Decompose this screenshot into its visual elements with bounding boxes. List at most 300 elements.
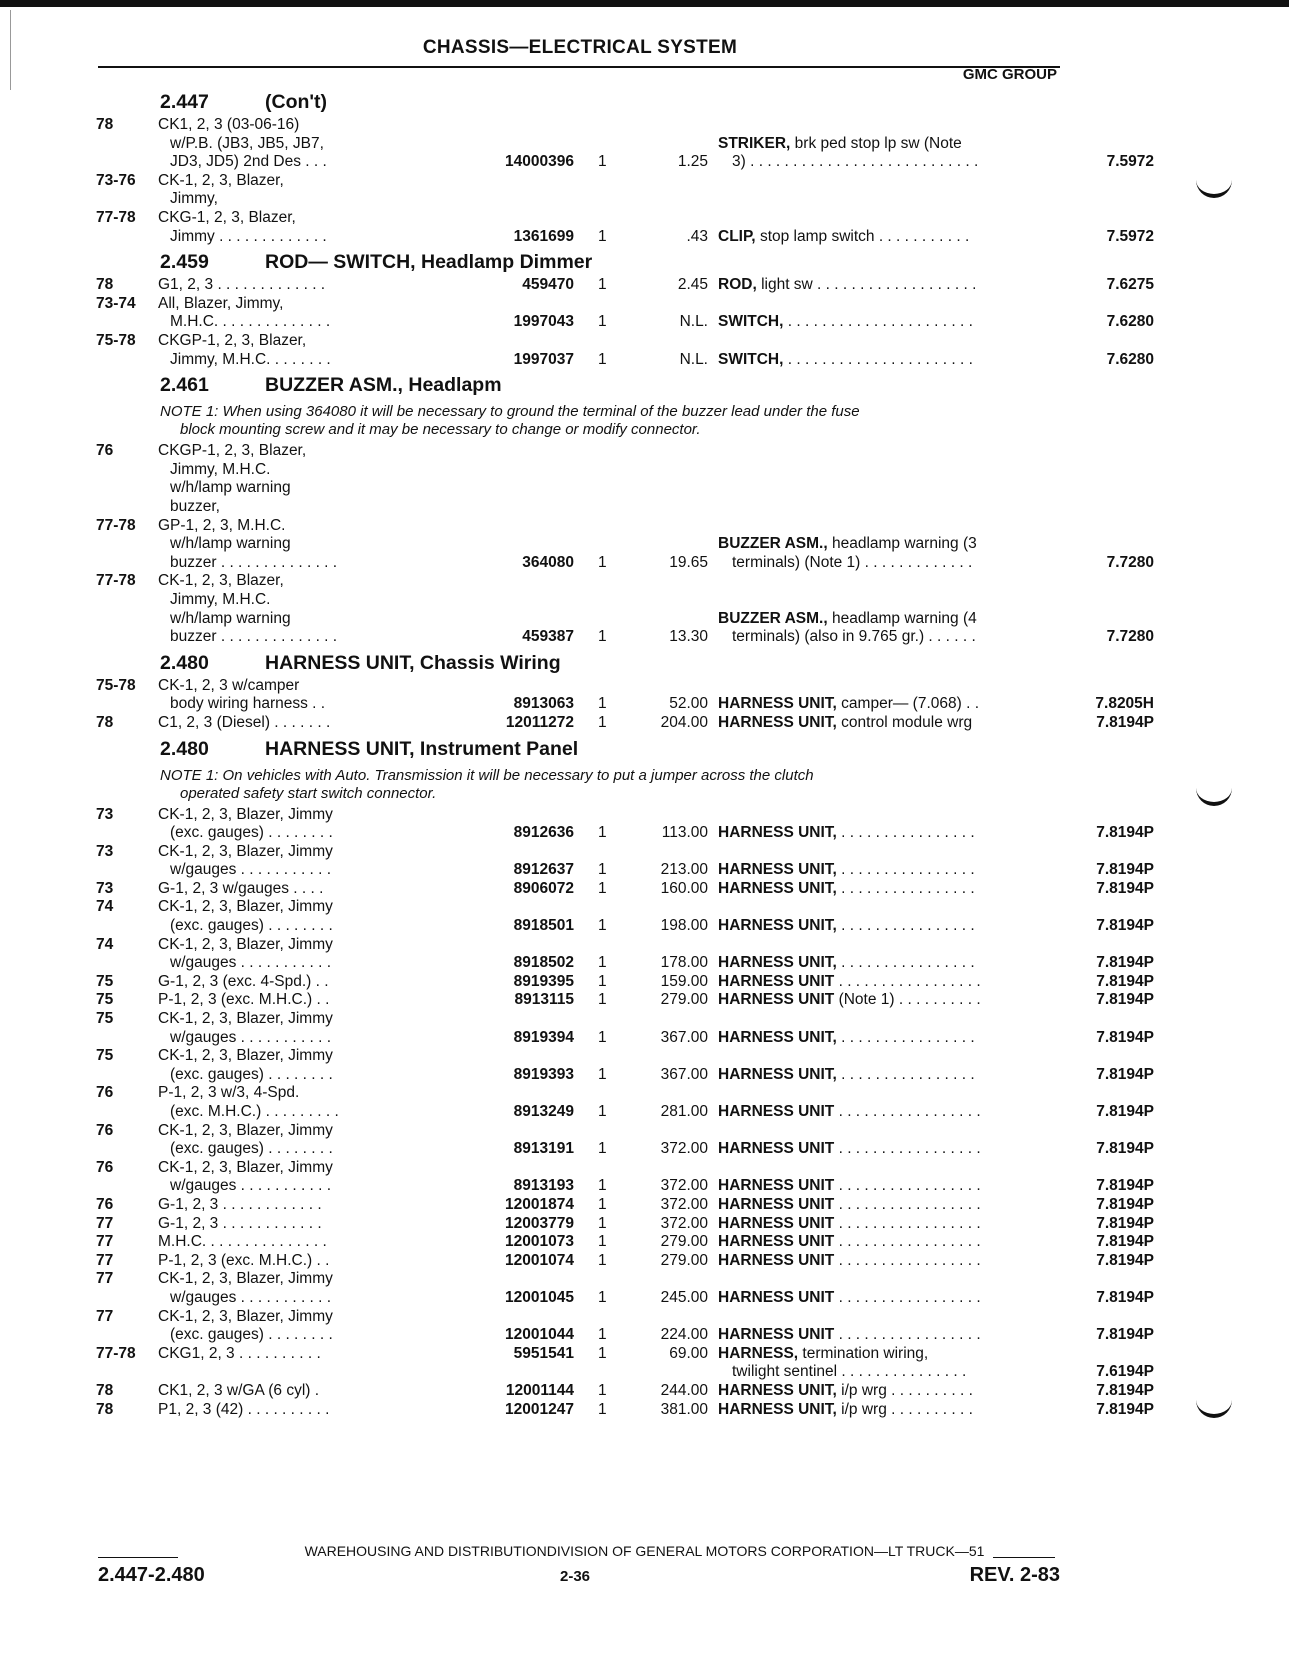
part-description xyxy=(718,1345,1048,1382)
application-line: w/gauges . . . . . . . . . . . xyxy=(170,861,332,879)
application-line: G-1, 2, 3 w/gauges . . . . xyxy=(158,879,324,897)
part-number: 1361699 xyxy=(513,227,574,245)
model-years: 78 xyxy=(96,1381,114,1399)
description-text: . . . . . . . . . . . . . . . . . xyxy=(838,1177,981,1195)
part-row xyxy=(96,1084,1154,1121)
quantity: 1 xyxy=(598,1400,607,1418)
part-description xyxy=(718,1140,1048,1159)
part-row xyxy=(96,294,1154,332)
price: 204.00 xyxy=(660,713,708,731)
description-line xyxy=(718,880,1048,899)
group-number: 7.8194P xyxy=(1096,972,1154,990)
part-number: 8913115 xyxy=(514,991,574,1009)
description-text: headlamp warning (3 xyxy=(831,535,977,553)
application-line: Jimmy, M.H.C. . . . . . . . xyxy=(170,350,331,368)
model-years: 75 xyxy=(96,991,114,1009)
application-line: M.H.C. . . . . . . . . . . . . . . xyxy=(158,1233,327,1251)
description-name: HARNESS UNIT, xyxy=(718,1381,837,1399)
description-line xyxy=(718,1029,1048,1048)
group-number: 7.7280 xyxy=(1106,553,1154,571)
group-number: 7.8194P xyxy=(1096,1140,1154,1158)
application-line: P-1, 2, 3 (exc. M.H.C.) . . xyxy=(158,991,330,1009)
section-number: 2.461 xyxy=(160,374,209,397)
description-name: HARNESS UNIT, xyxy=(718,954,837,972)
description-name: CLIP, xyxy=(718,227,756,245)
application-line: JD3, JD5) 2nd Des . . . xyxy=(170,153,327,171)
description-name: STRIKER, xyxy=(718,134,791,152)
section-number: 2.480 xyxy=(160,651,209,674)
description-line xyxy=(718,861,1048,880)
description-name: BUZZER ASM., xyxy=(718,609,828,627)
application-line: w/gauges . . . . . . . . . . . xyxy=(170,1288,332,1306)
price: N.L. xyxy=(679,350,708,368)
description-text: . . . . . . . . . . . . . . . . xyxy=(841,917,975,935)
description-line xyxy=(718,714,1048,733)
price: 279.00 xyxy=(660,991,708,1009)
price: 159.00 xyxy=(660,972,708,990)
model-years: 77 xyxy=(96,1251,114,1269)
application-line: Jimmy, M.H.C. xyxy=(170,460,271,478)
description-text: . . . . . . . . . . . . . . . . . xyxy=(838,1140,981,1158)
part-number: 8913063 xyxy=(513,695,574,713)
description-line: terminals) (also in 9.765 gr.) . . . . . . xyxy=(732,628,976,646)
part-number: 8919393 xyxy=(513,1065,574,1083)
description-name: SWITCH, xyxy=(718,313,784,331)
parts-catalog-listing xyxy=(96,88,1154,1421)
model-years: 73 xyxy=(96,879,114,897)
part-row xyxy=(96,1400,1154,1420)
group-number: 7.6280 xyxy=(1106,350,1154,368)
part-row xyxy=(96,1381,1154,1401)
description-text: . . . . . . . . . . . . . . . . . xyxy=(838,972,981,990)
description-line xyxy=(718,535,1048,554)
quantity: 1 xyxy=(598,628,607,646)
model-years: 73 xyxy=(96,805,114,823)
description-name: HARNESS UNIT xyxy=(718,1195,835,1213)
model-years: 76 xyxy=(96,442,114,460)
part-number: 12001874 xyxy=(505,1195,574,1213)
application-line: body wiring harness . . xyxy=(170,695,326,713)
model-years: 78 xyxy=(96,276,114,294)
section-spacer xyxy=(96,1419,1066,1421)
part-row xyxy=(96,276,1154,295)
catalog-section xyxy=(96,88,1154,248)
part-row xyxy=(96,898,1154,935)
footer-page-number: 2-36 xyxy=(559,1568,591,1585)
top-border xyxy=(0,0,1289,7)
application-line: w/h/lamp warning xyxy=(170,609,291,627)
note-line: block mounting screw and it may be necessary to change or modify connector. xyxy=(180,421,701,439)
price: 245.00 xyxy=(660,1288,708,1306)
description-name: HARNESS UNIT xyxy=(718,1214,835,1232)
section-title: HARNESS UNIT, Instrument Panel xyxy=(265,737,579,760)
section-note xyxy=(160,403,1066,439)
section-heading xyxy=(160,735,1066,763)
quantity: 1 xyxy=(598,1140,607,1158)
group-number: 7.6280 xyxy=(1106,313,1154,331)
description-text: . . . . . . . . . . . . . . . . . xyxy=(838,1326,981,1344)
description-text: . . . . . . . . . . . . . . . . xyxy=(841,861,975,879)
section-title: ROD— SWITCH, Headlamp Dimmer xyxy=(265,251,593,274)
application-line: w/gauges . . . . . . . . . . . xyxy=(170,1177,332,1195)
application-line: CK-1, 2, 3, Blazer, Jimmy xyxy=(158,1010,333,1028)
quantity: 1 xyxy=(598,1381,607,1399)
application-line: (exc. gauges) . . . . . . . . xyxy=(170,1326,333,1344)
note-line: NOTE 1: When using 364080 it will be necessary to ground the terminal of the buzzer lead under the fuse xyxy=(160,403,860,421)
part-description xyxy=(718,135,1048,172)
description-name: HARNESS UNIT, xyxy=(718,861,837,879)
price: 198.00 xyxy=(660,917,708,935)
group-number: 7.8194P xyxy=(1096,1214,1154,1232)
part-number: 12003779 xyxy=(505,1214,574,1232)
part-number: 364080 xyxy=(522,553,574,571)
catalog-section xyxy=(96,649,1154,735)
application-line: (exc. gauges) . . . . . . . . xyxy=(170,1140,333,1158)
application-line: CK1, 2, 3 (03-06-16) xyxy=(158,116,300,133)
section-number: 2.447 xyxy=(160,91,209,113)
description-text: . . . . . . . . . . . . . . . . . . . . . . xyxy=(787,313,973,331)
part-description xyxy=(718,880,1048,899)
description-line xyxy=(718,1345,1048,1364)
group-number: 7.8194P xyxy=(1096,1177,1154,1195)
part-description xyxy=(718,1382,1048,1401)
description-line xyxy=(718,135,1048,154)
application-line: GP-1, 2, 3, M.H.C. xyxy=(158,516,286,534)
part-number: 459387 xyxy=(522,628,574,646)
price: 244.00 xyxy=(660,1381,708,1399)
model-years: 75 xyxy=(96,972,114,990)
quantity: 1 xyxy=(598,713,607,731)
description-text: i/p wrg . . . . . . . . . . xyxy=(841,1400,973,1418)
description-text: termination wiring, xyxy=(802,1344,929,1362)
part-description xyxy=(718,991,1048,1010)
model-years: 77-78 xyxy=(96,516,136,534)
part-number: 14000396 xyxy=(505,153,574,171)
part-description xyxy=(718,1196,1048,1215)
model-years: 76 xyxy=(96,1121,114,1139)
quantity: 1 xyxy=(598,1028,607,1046)
application-line: w/h/lamp warning xyxy=(170,479,291,497)
part-description xyxy=(718,695,1048,714)
price: 69.00 xyxy=(669,1344,708,1362)
description-text: i/p wrg . . . . . . . . . . xyxy=(841,1381,973,1399)
description-name: SWITCH, xyxy=(718,350,784,368)
model-years: 78 xyxy=(96,713,114,731)
application-line: (exc. M.H.C.) . . . . . . . . . xyxy=(170,1103,339,1120)
note-line: NOTE 1: On vehicles with Auto. Transmission it will be necessary to put a jumper across the clutch xyxy=(160,766,814,784)
price: N.L. xyxy=(679,313,708,331)
part-row xyxy=(96,516,1154,573)
description-text: . . . . . . . . . . . . . . . . . xyxy=(838,1103,981,1120)
part-description xyxy=(718,1215,1048,1234)
price: 2.45 xyxy=(677,276,708,294)
part-row xyxy=(96,1214,1154,1234)
part-row xyxy=(96,1121,1154,1159)
description-text: stop lamp switch . . . . . . . . . . . xyxy=(759,227,970,245)
footer-section-range: 2.447-2.480 xyxy=(98,1564,205,1586)
group-number: 7.8194P xyxy=(1096,917,1154,935)
description-text: headlamp warning (4 xyxy=(831,609,977,627)
description-name: BUZZER ASM., xyxy=(718,535,828,553)
price: 19.65 xyxy=(669,553,708,571)
part-number: 8918502 xyxy=(513,954,574,972)
description-line: terminals) (Note 1) . . . . . . . . . . . . . xyxy=(732,553,973,571)
description-name: HARNESS UNIT, xyxy=(718,695,837,713)
part-row xyxy=(96,1047,1154,1084)
model-years: 77-78 xyxy=(96,572,136,590)
model-years: 78 xyxy=(96,116,114,133)
description-name: ROD, xyxy=(718,276,757,294)
description-line xyxy=(718,1196,1048,1215)
description-line xyxy=(718,991,1048,1010)
application-line: buzzer, xyxy=(170,497,220,515)
description-name: HARNESS UNIT xyxy=(718,972,835,990)
price: 279.00 xyxy=(660,1251,708,1269)
description-text: . . . . . . . . . . . . . . . . xyxy=(841,879,975,897)
part-number: 8918501 xyxy=(513,917,574,935)
description-line xyxy=(718,1233,1048,1252)
price: 367.00 xyxy=(660,1028,708,1046)
model-years: 78 xyxy=(96,1400,114,1418)
model-years: 75-78 xyxy=(96,676,136,694)
description-line xyxy=(718,1066,1048,1085)
price: 160.00 xyxy=(660,879,708,897)
description-line xyxy=(718,917,1048,936)
description-line xyxy=(718,276,1048,295)
part-row xyxy=(96,116,1154,172)
description-text: . . . . . . . . . . . . . . . . . xyxy=(838,1214,981,1232)
part-row xyxy=(96,442,1066,516)
description-name: HARNESS UNIT, xyxy=(718,1400,837,1418)
description-line xyxy=(718,695,1048,714)
group-number: 7.8205H xyxy=(1095,695,1154,713)
description-line xyxy=(718,824,1048,843)
quantity: 1 xyxy=(598,1344,607,1362)
quantity: 1 xyxy=(598,879,607,897)
description-line xyxy=(718,228,1048,247)
description-line xyxy=(718,1177,1048,1196)
description-line xyxy=(718,1401,1048,1420)
application-line: M.H.C. . . . . . . . . . . . . . xyxy=(170,313,331,331)
model-years: 74 xyxy=(96,935,114,953)
description-text: . . . . . . . . . . . . . . . . xyxy=(841,1065,975,1083)
description-line xyxy=(718,1382,1048,1401)
part-row xyxy=(96,572,1154,646)
part-number: 8913249 xyxy=(513,1103,574,1120)
section-title: BUZZER ASM., Headlapm xyxy=(265,374,502,397)
group-number: 7.8194P xyxy=(1096,1288,1154,1306)
title-rule xyxy=(98,66,1060,68)
model-years: 75 xyxy=(96,1047,114,1065)
group-number: 7.8194P xyxy=(1096,1251,1154,1269)
model-years: 77 xyxy=(96,1307,114,1325)
application-line: CK-1, 2, 3, Blazer, Jimmy xyxy=(158,1047,333,1065)
group-number: 7.8194P xyxy=(1096,1233,1154,1251)
part-row xyxy=(96,331,1154,369)
part-row xyxy=(96,1010,1154,1047)
description-text: . . . . . . . . . . . . . . . . . xyxy=(838,1288,981,1306)
part-number: 8913191 xyxy=(513,1140,574,1158)
description-text: . . . . . . . . . . . . . . . . . . . . . . xyxy=(787,350,973,368)
description-line xyxy=(718,1140,1048,1159)
application-line: CK-1, 2, 3, Blazer, Jimmy xyxy=(158,1307,333,1325)
application-line: G-1, 2, 3 . . . . . . . . . . . . xyxy=(158,1195,322,1213)
price: 279.00 xyxy=(660,1233,708,1251)
group-number: 7.6275 xyxy=(1106,276,1154,294)
part-number: 8919395 xyxy=(513,972,574,990)
quantity: 1 xyxy=(598,276,607,294)
application-line: P-1, 2, 3 (exc. M.H.C.) . . xyxy=(158,1251,330,1269)
price: 372.00 xyxy=(660,1214,708,1232)
part-number: 12001044 xyxy=(505,1326,574,1344)
punch-hole-mark xyxy=(1196,780,1232,806)
catalog-section xyxy=(96,735,1154,1422)
part-description xyxy=(718,1066,1048,1085)
application-line: Jimmy . . . . . . . . . . . . . xyxy=(170,227,327,245)
part-description xyxy=(718,1401,1048,1420)
model-years: 74 xyxy=(96,898,114,916)
quantity: 1 xyxy=(598,695,607,713)
part-description xyxy=(718,1289,1048,1308)
part-description xyxy=(718,610,1048,647)
price: 178.00 xyxy=(660,954,708,972)
application-line: CK-1, 2, 3, Blazer, Jimmy xyxy=(158,805,333,823)
price: 372.00 xyxy=(660,1177,708,1195)
part-row xyxy=(96,972,1154,992)
punch-hole-mark xyxy=(1196,1392,1232,1418)
description-line xyxy=(718,1215,1048,1234)
price: 372.00 xyxy=(660,1140,708,1158)
application-line: CKGP-1, 2, 3, Blazer, xyxy=(158,442,307,460)
quantity: 1 xyxy=(598,1288,607,1306)
application-line: G-1, 2, 3 . . . . . . . . . . . . xyxy=(158,1214,322,1232)
model-years: 75 xyxy=(96,1010,114,1028)
application-line: CK-1, 2, 3, Blazer, Jimmy xyxy=(158,898,333,916)
quantity: 1 xyxy=(598,153,607,171)
part-number: 8913193 xyxy=(513,1177,574,1195)
description-line xyxy=(718,1103,1048,1122)
application-line: (exc. gauges) . . . . . . . . xyxy=(170,1065,333,1083)
model-years: 76 xyxy=(96,1195,114,1213)
application-line: w/h/lamp warning xyxy=(170,535,291,553)
application-line: w/gauges . . . . . . . . . . . xyxy=(170,954,332,972)
part-row xyxy=(96,935,1154,973)
section-heading xyxy=(160,649,1066,677)
application-line: Jimmy, xyxy=(170,190,218,208)
part-row xyxy=(96,805,1154,843)
application-line: CK-1, 2, 3, Blazer, Jimmy xyxy=(158,935,333,953)
description-name: HARNESS UNIT xyxy=(718,1140,835,1158)
price: 213.00 xyxy=(660,861,708,879)
description-text: . . . . . . . . . . . . . . . . xyxy=(841,824,975,842)
quantity: 1 xyxy=(598,824,607,842)
part-description xyxy=(718,954,1048,973)
part-description xyxy=(718,1103,1048,1122)
catalog-section xyxy=(96,371,1154,649)
application-line: buzzer . . . . . . . . . . . . . . xyxy=(170,553,338,571)
part-row xyxy=(96,1233,1154,1252)
quantity: 1 xyxy=(598,917,607,935)
description-line: 3) . . . . . . . . . . . . . . . . . . . . . . . . . . . xyxy=(732,153,979,171)
group-number: 7.8194P xyxy=(1096,1195,1154,1213)
section-heading xyxy=(160,371,1066,399)
model-years: 76 xyxy=(96,1158,114,1176)
description-line: twilight sentinel . . . . . . . . . . . . . . . xyxy=(732,1363,967,1381)
part-number: 12001074 xyxy=(505,1251,574,1269)
model-years: 73 xyxy=(96,842,114,860)
model-years: 76 xyxy=(96,1084,114,1102)
part-row xyxy=(96,1158,1154,1196)
part-description xyxy=(718,973,1048,992)
page-title: CHASSIS—ELECTRICAL SYSTEM xyxy=(422,37,738,58)
quantity: 1 xyxy=(598,954,607,972)
application-line: CK-1, 2, 3, Blazer, Jimmy xyxy=(158,1121,333,1139)
part-row xyxy=(96,208,1154,246)
description-name: HARNESS UNIT xyxy=(718,1251,835,1269)
part-row xyxy=(96,991,1154,1010)
section-title: HARNESS UNIT, Chassis Wiring xyxy=(265,651,561,674)
punch-hole-mark xyxy=(1196,172,1232,198)
application-line: CK-1, 2, 3, Blazer, Jimmy xyxy=(158,842,333,860)
application-line: All, Blazer, Jimmy, xyxy=(158,294,284,312)
application-line: CK-1, 2, 3, Blazer, Jimmy xyxy=(158,1270,333,1288)
part-description xyxy=(718,1233,1048,1252)
description-line xyxy=(718,610,1048,629)
group-number: 7.5972 xyxy=(1106,227,1154,245)
part-description xyxy=(718,1029,1048,1048)
part-row xyxy=(96,1344,1154,1382)
part-number: 8919394 xyxy=(513,1028,574,1046)
part-description xyxy=(718,313,1048,332)
description-text: brk ped stop lp sw (Note xyxy=(794,134,962,152)
model-years: 77-78 xyxy=(96,1344,136,1362)
price: 52.00 xyxy=(669,695,708,713)
model-years: 75-78 xyxy=(96,331,136,349)
part-number: 8912636 xyxy=(513,824,574,842)
part-row xyxy=(96,713,1154,733)
part-number: 1997043 xyxy=(513,313,574,331)
section-heading xyxy=(160,248,1066,276)
price: .43 xyxy=(686,227,708,245)
part-number: 12001045 xyxy=(505,1288,574,1306)
part-description xyxy=(718,1177,1048,1196)
footer-revision: REV. 2-83 xyxy=(969,1564,1060,1586)
catalog-section xyxy=(96,248,1154,371)
model-years: 77-78 xyxy=(96,208,136,226)
application-line: w/gauges . . . . . . . . . . . xyxy=(170,1028,332,1046)
application xyxy=(158,442,473,516)
part-description xyxy=(718,351,1048,370)
model-years: 73-76 xyxy=(96,171,136,189)
part-row xyxy=(96,1251,1154,1271)
part-number: 5951541 xyxy=(513,1344,574,1362)
quantity: 1 xyxy=(598,227,607,245)
section-number: 2.480 xyxy=(160,737,209,760)
part-number: 1997037 xyxy=(513,350,574,368)
part-number: 12001144 xyxy=(505,1381,574,1399)
description-name: HARNESS UNIT, xyxy=(718,1065,837,1083)
application-line: CK-1, 2, 3, Blazer, xyxy=(158,572,284,590)
description-text: . . . . . . . . . . . . . . . . xyxy=(841,954,975,972)
quantity: 1 xyxy=(598,313,607,331)
quantity: 1 xyxy=(598,972,607,990)
application-line: G-1, 2, 3 (exc. 4-Spd.) . . xyxy=(158,972,329,990)
quantity: 1 xyxy=(598,1065,607,1083)
model-years: 77 xyxy=(96,1270,114,1288)
quantity: 1 xyxy=(598,1214,607,1232)
model-years: 77 xyxy=(96,1233,114,1251)
part-description xyxy=(718,1252,1048,1271)
